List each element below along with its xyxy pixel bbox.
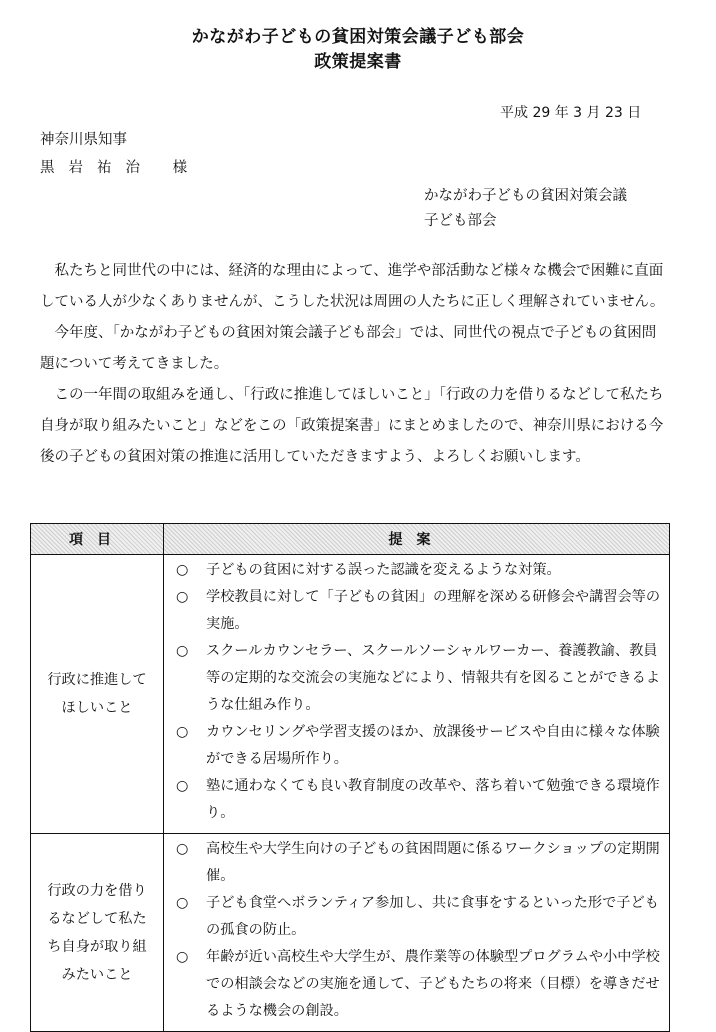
list-item (176, 890, 661, 944)
topic-line: ち自身が取り組 (47, 938, 147, 955)
list-item (176, 557, 661, 584)
circle-bullet: ○ (176, 778, 189, 794)
topic-line: 行政の力を借り (47, 882, 147, 899)
proposal-text: 塾に通わなくても良い教育制度の改革や、落ち着いて勉強できる環境作り。 (206, 778, 660, 821)
proposal-cell (164, 555, 670, 834)
topic-line: ほしいこと (61, 700, 133, 716)
proposal-cell (164, 834, 670, 1032)
intro-text (40, 256, 665, 473)
circle-bullet: ○ (176, 949, 189, 965)
list-item (176, 944, 661, 1025)
sender-division: 子ども部会 (424, 213, 497, 229)
proposal-text: 学校教員に対して「子どもの貧困」の理解を深める研修会や講習会等の実施。 (206, 589, 661, 632)
topic-cell (31, 834, 164, 1032)
list-item (176, 773, 661, 827)
proposal-text: 子ども食堂へボランティア参加し、共に食事をするといった形で子どもの孤食の防止。 (206, 895, 659, 938)
proposal-text: 高校生や大学生向けの子どもの貧困問題に係るワークショップの定期開催。 (206, 841, 660, 884)
proposal-text: 子どもの貧困に対する誤った認識を変えるような対策。 (206, 562, 561, 578)
proposal-text: スクールカウンセラー、スクールソーシャルワーカー、養護教諭、教員等の定期的な交流会の実施などにより、情報共有を図ることができるような仕組み作り。 (206, 643, 661, 713)
sender-organization: かながわ子どもの貧困対策会議 (424, 188, 627, 204)
proposal-text: カウンセリングや学習支援のほか、放課後サービスや自由に様々な体験ができる居場所作り。 (206, 724, 660, 767)
circle-bullet: ○ (176, 643, 189, 659)
list-item (176, 719, 661, 773)
document-subtitle: 政策提案書 (314, 52, 402, 72)
circle-bullet: ○ (176, 589, 189, 605)
header-proposal: 提案 (164, 524, 670, 555)
addressee-title: 神奈川県知事 (40, 132, 127, 148)
document-date: 平成 29 年 3 月 23 日 (500, 105, 642, 121)
proposal-table (30, 523, 670, 1032)
table-header-row (31, 524, 670, 555)
list-item (176, 638, 661, 719)
topic-line: るなどして私た (47, 910, 147, 927)
list-item (176, 584, 661, 638)
table-row (31, 555, 670, 834)
intro-paragraph: この一年間の取組みを通し、「行政に推進してほしいこと」「行政の力を借りるなどして私たち自身が取り組みたいこと」などをこの「政策提案書」にまとめましたので、神奈川県における今後の子どもの貧困対策の推進に活用していただきますよう、よろしくお願いします。 (40, 387, 664, 465)
proposal-text: 年齢が近い高校生や大学生が、農作業等の体験型プログラムや小中学校での相談会などの実施を通して、子どもたちの将来（目標）を導きだせるような機会の創設。 (206, 949, 660, 1019)
list-item (176, 836, 661, 890)
addressee-name: 黒岩祐治 様 (40, 160, 202, 176)
circle-bullet: ○ (176, 562, 189, 578)
circle-bullet: ○ (176, 895, 189, 911)
document-title: かながわ子どもの貧困対策会議子ども部会 (191, 27, 525, 47)
table-row (31, 834, 670, 1032)
header-topic: 項目 (31, 524, 164, 555)
topic-line: みたいこと (61, 966, 133, 983)
circle-bullet: ○ (176, 724, 189, 740)
topic-cell (31, 555, 164, 834)
intro-paragraph: 今年度、「かながわ子どもの貧困対策会議子ども部会」では、同世代の視点で子どもの貧困問題について考えてきました。 (40, 325, 657, 372)
circle-bullet: ○ (176, 841, 189, 857)
intro-paragraph: 私たちと同世代の中には、経済的な理由によって、進学や部活動など様々な機会で困難に直面している人が少なくありませんが、こうした状況は周囲の人たちに正しく理解されていません。 (40, 263, 665, 310)
topic-line: 行政に推進して (47, 672, 147, 688)
